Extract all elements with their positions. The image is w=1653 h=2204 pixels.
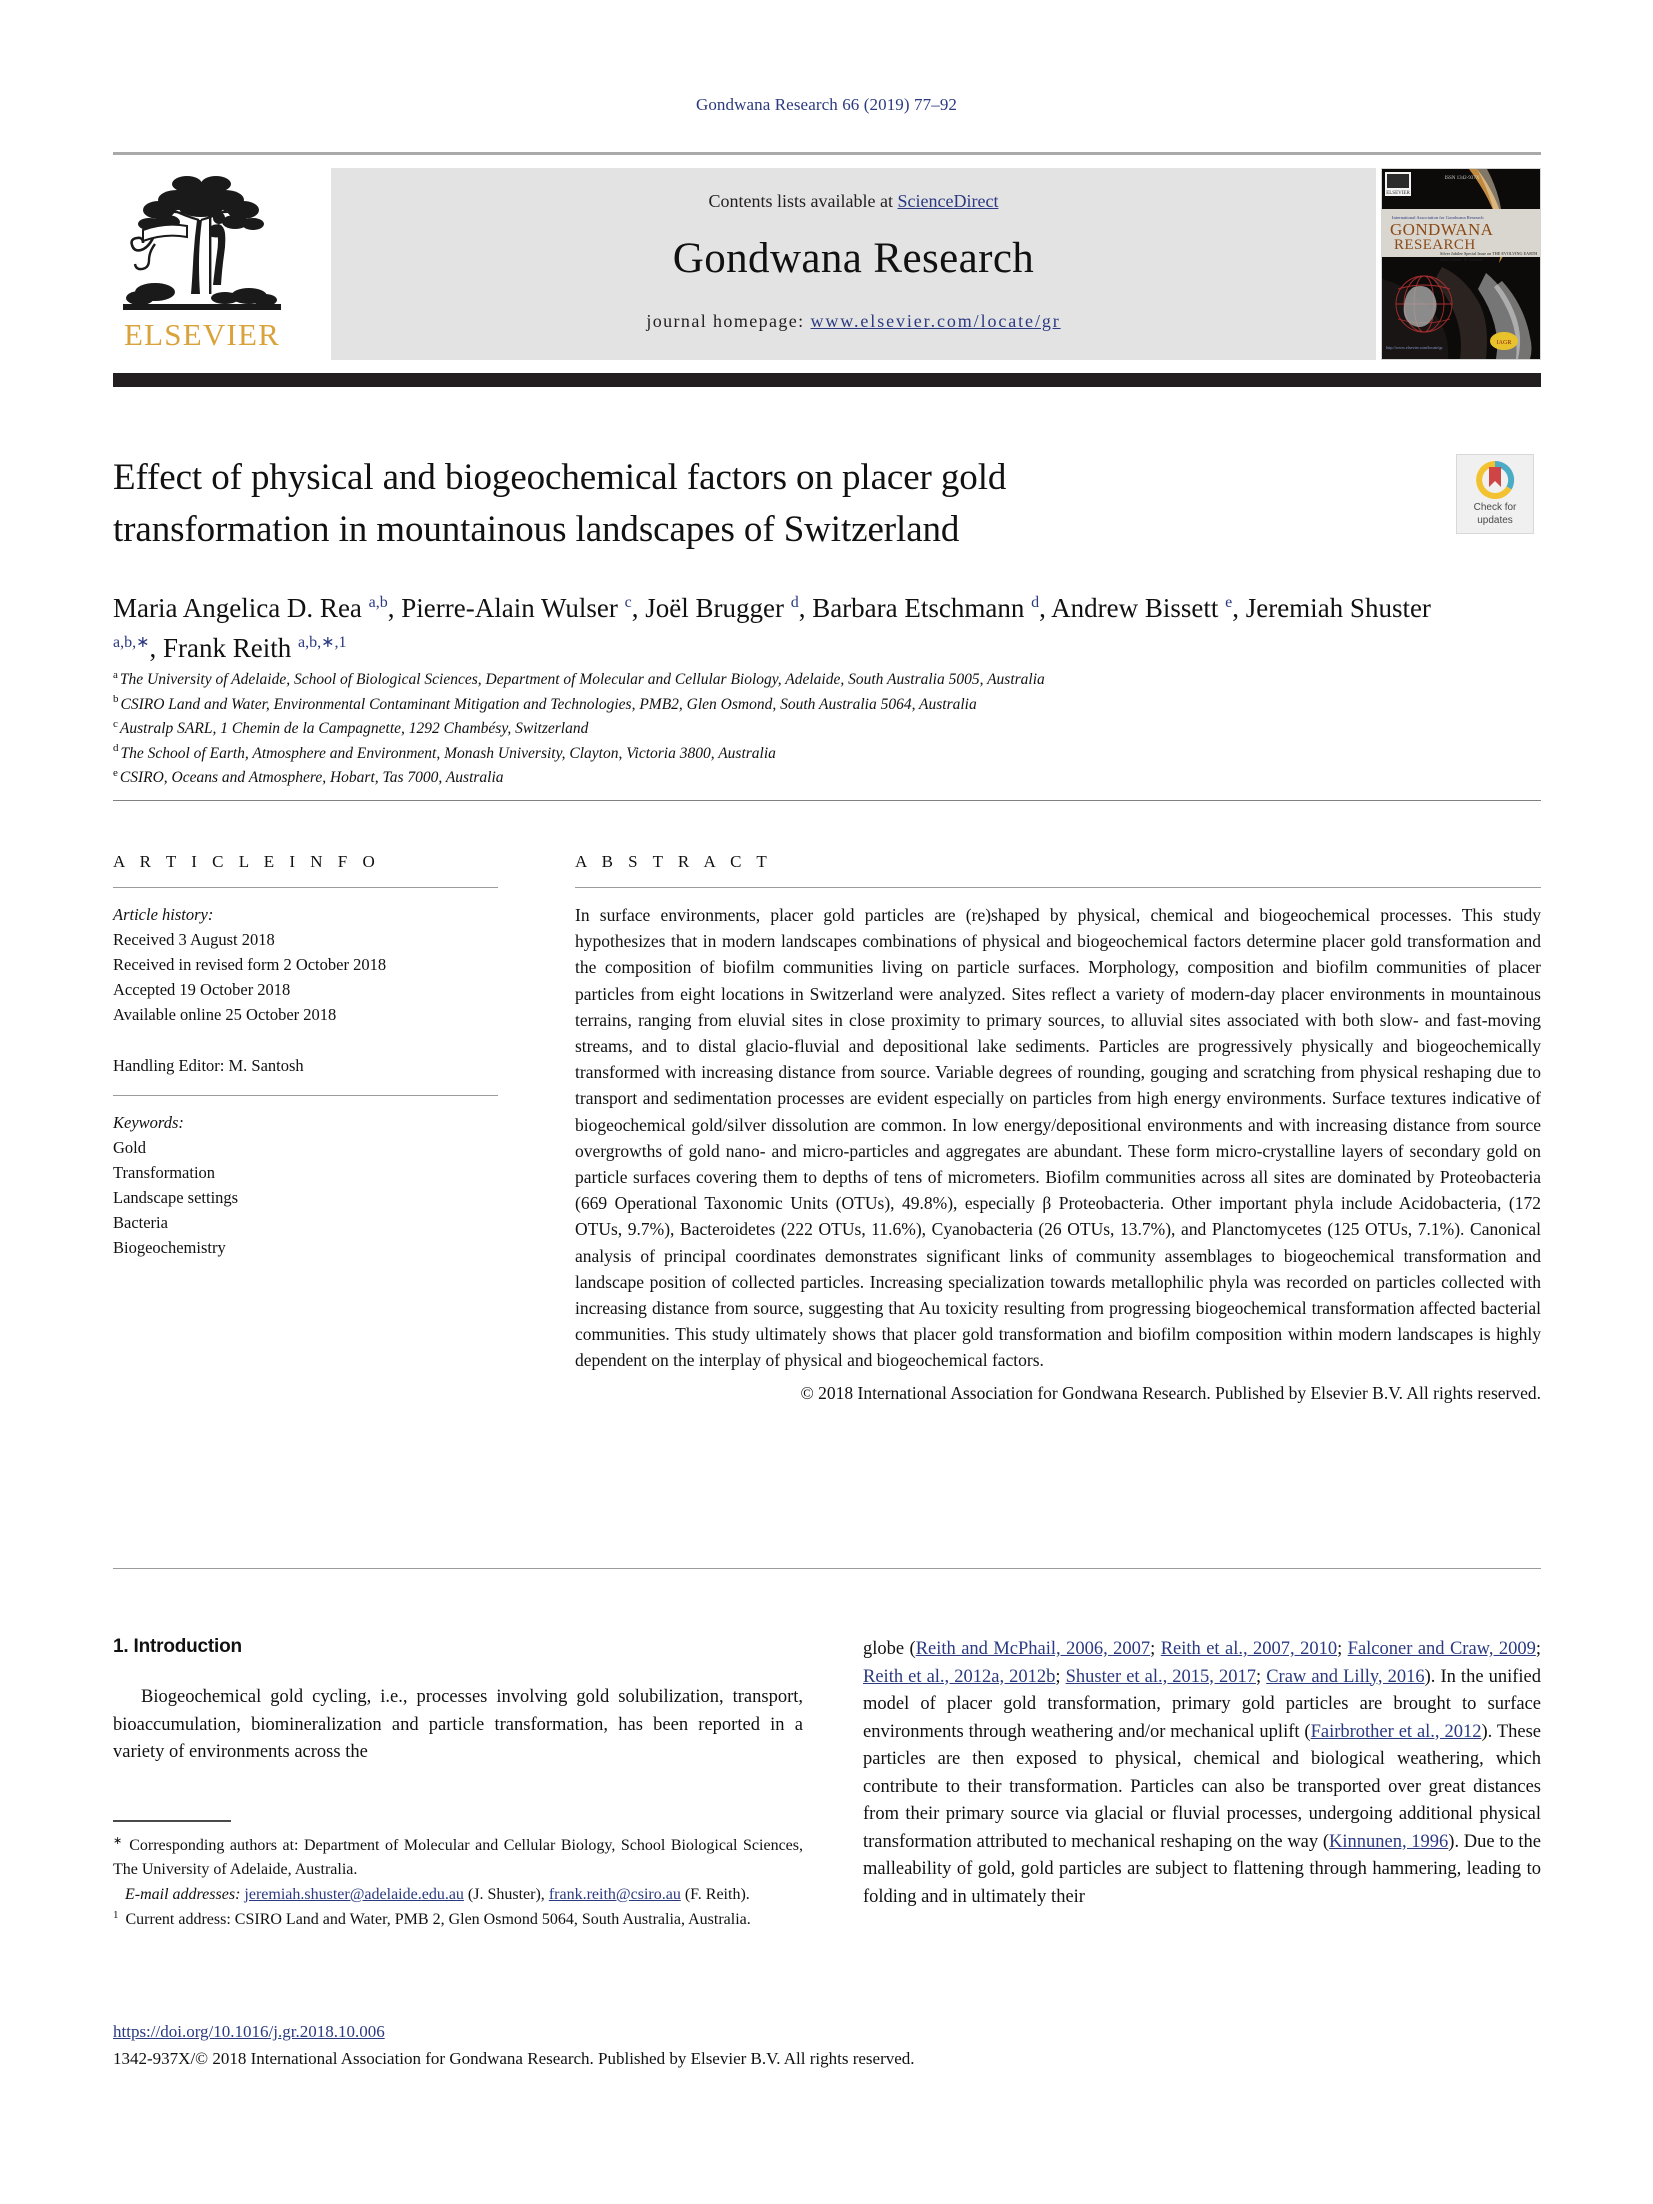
affiliation-text: Australp SARL, 1 Chemin de la Campagnette, 1292 Chambésy, Switzerland: [119, 720, 589, 737]
keyword-item: Bacteria: [113, 1213, 168, 1232]
svg-text:ELSEVIER: ELSEVIER: [1386, 191, 1410, 196]
article-info-heading: A R T I C L E I N F O: [113, 852, 381, 871]
intro-paragraph-right: [863, 1636, 1541, 1911]
abstract-heading: A B S T R A C T: [575, 852, 773, 871]
author-separator: ,: [387, 593, 402, 623]
email-link-reith[interactable]: frank.reith@csiro.au: [548, 1886, 681, 1903]
citation-link[interactable]: Fairbrother et al., 2012: [1310, 1721, 1482, 1742]
crossmark-badge[interactable]: [1456, 454, 1534, 534]
affiliation-mark: e: [113, 766, 118, 779]
author-name: Jeremiah Shuster: [1245, 593, 1431, 623]
affiliation-mark: b: [113, 693, 119, 706]
journal-homepage-line: [331, 311, 1376, 332]
email-owner-shuster: (J. Shuster),: [463, 1886, 549, 1903]
article-history-item: Received in revised form 2 October 2018: [113, 955, 387, 974]
affiliation-text: The University of Adelaide, School of Biological Sciences, Department of Molecular and Cellular Biology, Adelaide, South Australia 5005, Australia: [119, 671, 1045, 688]
keyword-item: Transformation: [113, 1163, 216, 1182]
body-top-rule: [113, 1568, 1541, 1569]
article-history-item: Received 3 August 2018: [113, 930, 275, 949]
svg-text:ISSN 1342-937X: ISSN 1342-937X: [1444, 176, 1480, 181]
affiliation-line: [113, 717, 1413, 742]
elsevier-logo: [115, 168, 289, 360]
email-addresses-label: E-mail addresses:: [125, 1886, 241, 1903]
keywords-rule: [113, 1095, 498, 1096]
article-history-block: [113, 902, 498, 1078]
abstract-rule: [575, 887, 1541, 888]
svg-text:IAGR: IAGR: [1496, 340, 1512, 346]
abstract-copyright: © 2018 International Association for Gondwana Research. Published by Elsevier B.V. All rights reserved.: [800, 1382, 1541, 1403]
body-text-run: ). These particles are then exposed to physical, chemical and biological weathering, which contribute to their transformation. Particles can also be transported over great distances from their primary source via glacial or fluvial processes, undergoing additional physical transformation attributed to mechanical reshaping on the way (: [863, 1721, 1541, 1852]
article-history-item: Accepted 19 October 2018: [113, 980, 291, 999]
abstract-top-rule: [113, 800, 1541, 801]
abstract-text: In surface environments, placer gold particles are (re)shaped by physical, chemical and biogeochemical processes. This study hypothesizes that in modern landscapes combinations of physical and biogeochemical factors determine placer gold transformation and the composition of biofilm communities living on particle surfaces. Morphology, composition and biofilm communities of placer particles from eight locations in Switzerland were analyzed. Sites reflect a variety of modern-day placer environments in mountainous terrains, ranging from eluvial sites in close proximity to primary sources, to alluvial sites associated with both slow- and fast-moving streams, and to distal glacio-fluvial and depositional lake sediments. Particles are progressively physically and biogeochemically transformed with increasing distance from source. Variable degrees of rounding, gouging and scratching from physical reshaping due to transport and sedimentation processes are evident especially on particles from high energy environments. Surface textures indicative of biogeochemical gold/silver dissolution are common. In low energy/depositional environments and with increasing distance from source overgrowths of gold nano- and micro-particles and aggregates are abundant. These form micro-crystalline layers of secondary gold on particle surfaces covering them to depths of tens of micrometers. Biofilm communities across all sites are dominated by Proteobacteria (669 Operational Taxonomic Units (OTUs), 49.8%), especially β Proteobacteria. Other important phyla include Acidobacteria, (172 OTUs, 9.7%), Bacteroidetes (222 OTUs, 11.6%), Cyanobacteria (26 OTUs, 13.7%), and Planctomycetes (125 OTUs, 7.1%). Canonical analysis of principal coordinates demonstrates significant links of community assemblages to biogeochemical transformation and landscape position of collected particles. Increasing specialization towards metallophilic phyla was recorded on particles collected with increasing distance from source, suggesting that Au toxicity resulting from progressing biogeochemical transformation affected bacterial communities. This study ultimately shows that placer gold transformation and biofilm composition within modern landscapes is highly dependent on the interplay of physical and biogeochemical factors.: [575, 905, 1541, 1371]
journal-homepage-link[interactable]: www.elsevier.com/locate/gr: [810, 311, 1061, 331]
article-history-gap: [113, 1027, 498, 1053]
abstract-column: [575, 852, 1541, 1406]
keywords-block: [113, 1110, 498, 1260]
author-name: Andrew Bissett: [1051, 593, 1226, 623]
masthead-bottom-bar: [113, 373, 1541, 387]
author-name: Pierre-Alain Wulser: [401, 593, 625, 623]
article-history-item: Available online 25 October 2018: [113, 1005, 337, 1024]
svg-text:GONDWANA: GONDWANA: [1390, 220, 1494, 239]
author-list: [113, 588, 1463, 668]
keyword-item: Gold: [113, 1138, 146, 1157]
keywords-label: Keywords:: [113, 1113, 184, 1132]
body-column-right: [863, 1636, 1541, 1911]
footnote-current-address: [113, 1908, 803, 1932]
imprint-line: 1342-937X/© 2018 International Association for Gondwana Research. Published by Elsevier B.V. All rights reserved.: [113, 2049, 915, 2068]
body-text-run: ). Due to the malleability of gold, gold particles are subject to flattening through hammering, leading to folding and in ultimately their: [863, 1831, 1541, 1907]
affiliation-mark: a: [113, 668, 118, 681]
masthead-top-rule: [113, 152, 1541, 155]
affiliation-text: CSIRO Land and Water, Environmental Contaminant Mitigation and Technologies, PMB2, Glen Osmond, South Australia 5064, Australia: [120, 695, 977, 713]
citation-link[interactable]: Kinnunen, 1996: [1329, 1831, 1449, 1852]
citation-link[interactable]: Reith and McPhail, 2006, 2007: [915, 1639, 1151, 1659]
svg-text:Silver Jubilee Special Issue o: Silver Jubilee Special Issue on THE EVOLVING EARTH: [1440, 251, 1538, 256]
email-owner-reith: (F. Reith).: [680, 1886, 750, 1903]
sciencedirect-link[interactable]: ScienceDirect: [897, 191, 999, 211]
citation-link[interactable]: Reith et al., 2012a, 2012b: [863, 1666, 1056, 1687]
author-affiliation-marks: a,b: [368, 594, 388, 611]
journal-title: Gondwana Research: [672, 235, 1035, 282]
svg-text:RESEARCH: RESEARCH: [1394, 237, 1476, 253]
affiliation-line: [113, 693, 1413, 718]
journal-cover-image: [1382, 169, 1540, 359]
affiliation-text: CSIRO, Oceans and Atmosphere, Hobart, Tas 7000, Australia: [119, 769, 504, 786]
title-area: [113, 452, 1541, 668]
elsevier-wordmark: ELSEVIER: [124, 317, 280, 352]
affiliation-mark: d: [113, 742, 119, 755]
author-separator: ,: [1039, 593, 1052, 623]
citation-link[interactable]: Reith et al., 2007, 2010: [1160, 1639, 1338, 1659]
article-info-rule: [113, 887, 498, 888]
affiliation-list: [113, 668, 1413, 791]
body-column-left: [113, 1636, 803, 1767]
body-text-run: ;: [1255, 1666, 1267, 1687]
author-separator: ,: [149, 633, 164, 663]
affiliation-line: [113, 668, 1413, 693]
journal-masthead: [113, 152, 1541, 387]
affiliation-mark: c: [113, 717, 118, 730]
footnote-current-address-mark: 1: [113, 1908, 119, 1921]
masthead-body: [113, 168, 1541, 364]
body-text-run: ;: [1150, 1639, 1161, 1659]
svg-text:http://www.elsevier.com/locate: http://www.elsevier.com/locate/gr: [1386, 345, 1443, 350]
section-heading-introduction: 1. Introduction: [113, 1636, 242, 1657]
citation-link[interactable]: Craw and Lilly, 2016: [1266, 1666, 1425, 1687]
journal-panel: [331, 168, 1376, 360]
author-affiliation-marks: e: [1225, 594, 1233, 611]
citation-link[interactable]: Falconer and Craw, 2009: [1347, 1639, 1536, 1659]
affiliation-line: [113, 766, 1413, 791]
svg-text:Guest Editor: M. Santosh: Guest Editor: M. Santosh: [1440, 257, 1483, 262]
crossmark-label-line2: updates: [1477, 515, 1513, 526]
article-history-label: Article history:: [113, 905, 214, 924]
page-title: Effect of physical and biogeochemical factors on placer gold transformation in mountainous landscapes of Switzerland: [113, 457, 1007, 550]
body-text-run: globe (: [863, 1639, 916, 1659]
author-separator: ,: [631, 593, 646, 623]
affiliation-line: [113, 742, 1413, 767]
author-name: Barbara Etschmann: [812, 593, 1032, 623]
author-name: Frank Reith: [163, 633, 299, 663]
keyword-item: Biogeochemistry: [113, 1238, 226, 1257]
body-text-run: ;: [1055, 1666, 1066, 1687]
author-affiliation-marks: a,b,∗,1: [298, 634, 347, 651]
intro-paragraph-left: Biogeochemical gold cycling, i.e., processes involving gold solubilization, transport, bioaccumulation, biomineralization and particle transformation, has been reported in a variety of environments across the: [113, 1687, 803, 1762]
author-affiliation-marks: a,b,∗: [113, 634, 150, 651]
body-text-run: ;: [1535, 1639, 1542, 1659]
journal-cover-thumbnail: [1381, 168, 1541, 360]
keyword-item: Landscape settings: [113, 1188, 239, 1207]
handling-editor: Handling Editor: M. Santosh: [113, 1056, 304, 1075]
page-footer: [113, 2020, 1541, 2071]
keyword-lines: [113, 1135, 498, 1260]
footnote-corresponding: [113, 1834, 803, 1882]
body-text-run: ). In the unified model of placer gold transformation, primary gold particles are brought to surface environments through weathering and/or mechanical uplift (: [863, 1666, 1542, 1742]
footnote-rule: [113, 1820, 231, 1822]
author-name: Maria Angelica D. Rea: [113, 593, 369, 623]
citation-link[interactable]: Shuster et al., 2015, 2017: [1065, 1666, 1256, 1687]
body-text-run: ;: [1337, 1639, 1348, 1659]
author-affiliation-marks: c: [624, 594, 632, 611]
author-name: Joël Brugger: [645, 593, 791, 623]
footnote-corresponding-text: Corresponding authors at: Department of Molecular and Cellular Biology, School Biological Sciences, The University of Adelaide, Australia.: [113, 1837, 803, 1878]
doi-link[interactable]: https://doi.org/10.1016/j.gr.2018.10.006: [113, 2022, 385, 2041]
elsevier-tree-icon: [115, 168, 289, 320]
author-separator: ,: [1232, 593, 1246, 623]
article-info-column: [113, 852, 498, 1260]
crossmark-icon: [1473, 460, 1517, 500]
author-separator: ,: [798, 593, 813, 623]
contents-available-line: [331, 191, 1376, 212]
footnote-emails: [113, 1883, 803, 1907]
email-link-shuster[interactable]: jeremiah.shuster@adelaide.edu.au: [244, 1886, 464, 1903]
contents-prefix: Contents lists available at: [708, 191, 898, 211]
affiliation-text: The School of Earth, Atmosphere and Environment, Monash University, Clayton, Victoria 3800, Australia: [120, 744, 776, 762]
running-head: Gondwana Research 66 (2019) 77–92: [695, 95, 958, 114]
homepage-label: journal homepage:: [646, 311, 811, 331]
article-history-lines: [113, 927, 498, 1027]
svg-text:International Association for: International Association for Gondwana Research: [1392, 215, 1484, 220]
footnote-corresponding-mark: ∗: [113, 1834, 123, 1847]
author-affiliation-marks: d: [790, 594, 799, 611]
crossmark-label-line1: Check for: [1473, 502, 1517, 513]
author-affiliation-marks: d: [1031, 594, 1040, 611]
footnote-block: [113, 1820, 803, 1933]
footnote-current-address-text: Current address: CSIRO Land and Water, PMB 2, Glen Osmond 5064, South Australia, Australia.: [125, 1911, 751, 1928]
